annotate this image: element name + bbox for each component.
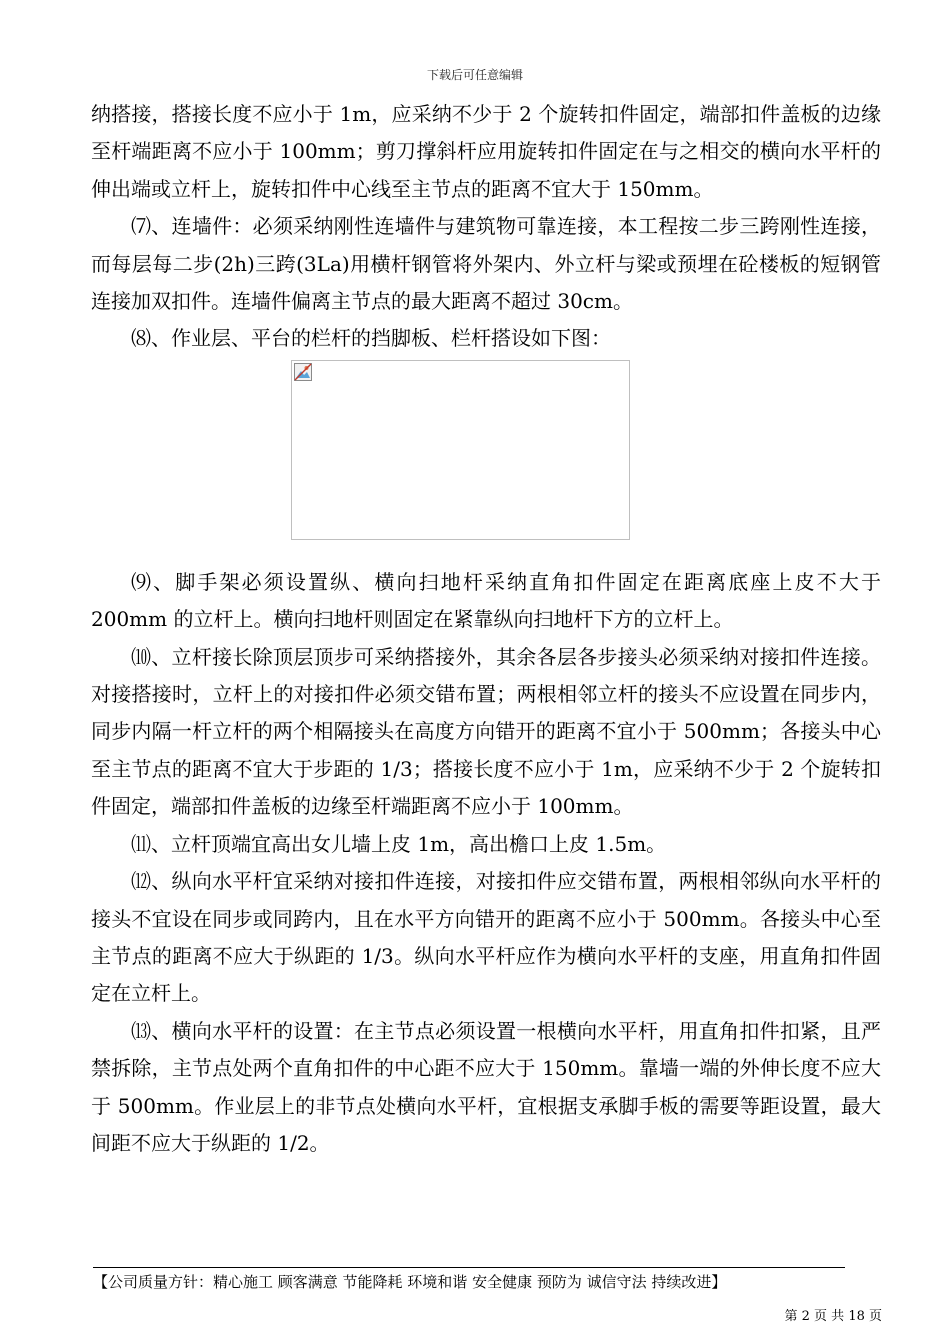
broken-image-icon xyxy=(294,363,312,381)
document-body xyxy=(91,96,881,1162)
footer-divider xyxy=(93,1267,845,1268)
paragraph-item-10: ⑽、立杆接长除顶层顶步可采纳搭接外，其余各层各步接头必须采纳对接扣件连接。对接搭接时，立杆上的对接扣件必须交错布置；两根相邻立杆的接头不应设置在同步内，同步内隔一杆立杆的两个相隔接头在高度方向错开的距离不宜小于 500mm；各接头中心至主节点的距离不宜大于步距的 1/3；搭接长度不应小于 1m，应采纳不少于 2 个旋转扣件固定，端部扣件盖板的边缘至杆端距离不应小于 100mm。 xyxy=(91,644,881,819)
paragraph-item-7: ⑺、连墙件：必须采纳刚性连墙件与建筑物可靠连接，本工程按二步三跨刚性连接，而每层每二步(2h)三跨(3La)用横杆钢管将外架内、外立杆与梁或预埋在砼楼板的短钢管连接加双扣件。连墙件偏离主节点的最大距离不超过 30cm。 xyxy=(91,214,881,314)
page-number: 第 2 页 共 18 页 xyxy=(784,1309,882,1324)
paragraph-continuation: 纳搭接，搭接长度不应小于 1m，应采纳不少于 2 个旋转扣件固定，端部扣件盖板的边缘至杆端距离不应小于 100mm；剪刀撑斜杆应用旋转扣件固定在与之相交的横向水平杆的伸出端或立杆上，旋转扣件中心线至主节点的距离不宜大于 150mm。 xyxy=(91,102,881,201)
paragraph-item-9: ⑼、脚手架必须设置纵、横向扫地杆采纳直角扣件固定在距离底座上皮不大于 200mm 的立杆上。横向扫地杆则固定在紧靠纵向扫地杆下方的立杆上。 xyxy=(91,569,881,632)
paragraph-item-12: ⑿、纵向水平杆宜采纳对接扣件连接，对接扣件应交错布置，两根相邻纵向水平杆的接头不宜设在同步或同跨内，且在水平方向错开的距离不应小于 500mm。各接头中心至主节点的距离不应大于纵距的 1/3。纵向水平杆应作为横向水平杆的支座，用直角扣件固定在立杆上。 xyxy=(91,869,881,1006)
footer-quality-policy: 【公司质量方针：精心施工 顾客满意 节能降耗 环境和谐 安全健康 预防为 诚信守法 持续改进】 xyxy=(93,1273,727,1291)
figure-placeholder xyxy=(291,360,630,540)
paragraph-item-13: ⒀、横向水平杆的设置：在主节点必须设置一根横向水平杆，用直角扣件扣紧，且严禁拆除，主节点处两个直角扣件的中心距不应大于 150mm。靠墙一端的外伸长度不应大于 500mm。作业层上的非节点处横向水平杆，宜根据支承脚手板的需要等距设置，最大间距不应大于纵距的 1/2。 xyxy=(91,1018,881,1155)
page-header-note: 下载后可任意编辑 xyxy=(426,68,523,82)
paragraph-item-8: ⑻、作业层、平台的栏杆的挡脚板、栏杆搭设如下图： xyxy=(131,326,611,351)
paragraph-item-11: ⑾、立杆顶端宜高出女儿墙上皮 1m，高出檐口上皮 1.5m。 xyxy=(131,831,667,856)
